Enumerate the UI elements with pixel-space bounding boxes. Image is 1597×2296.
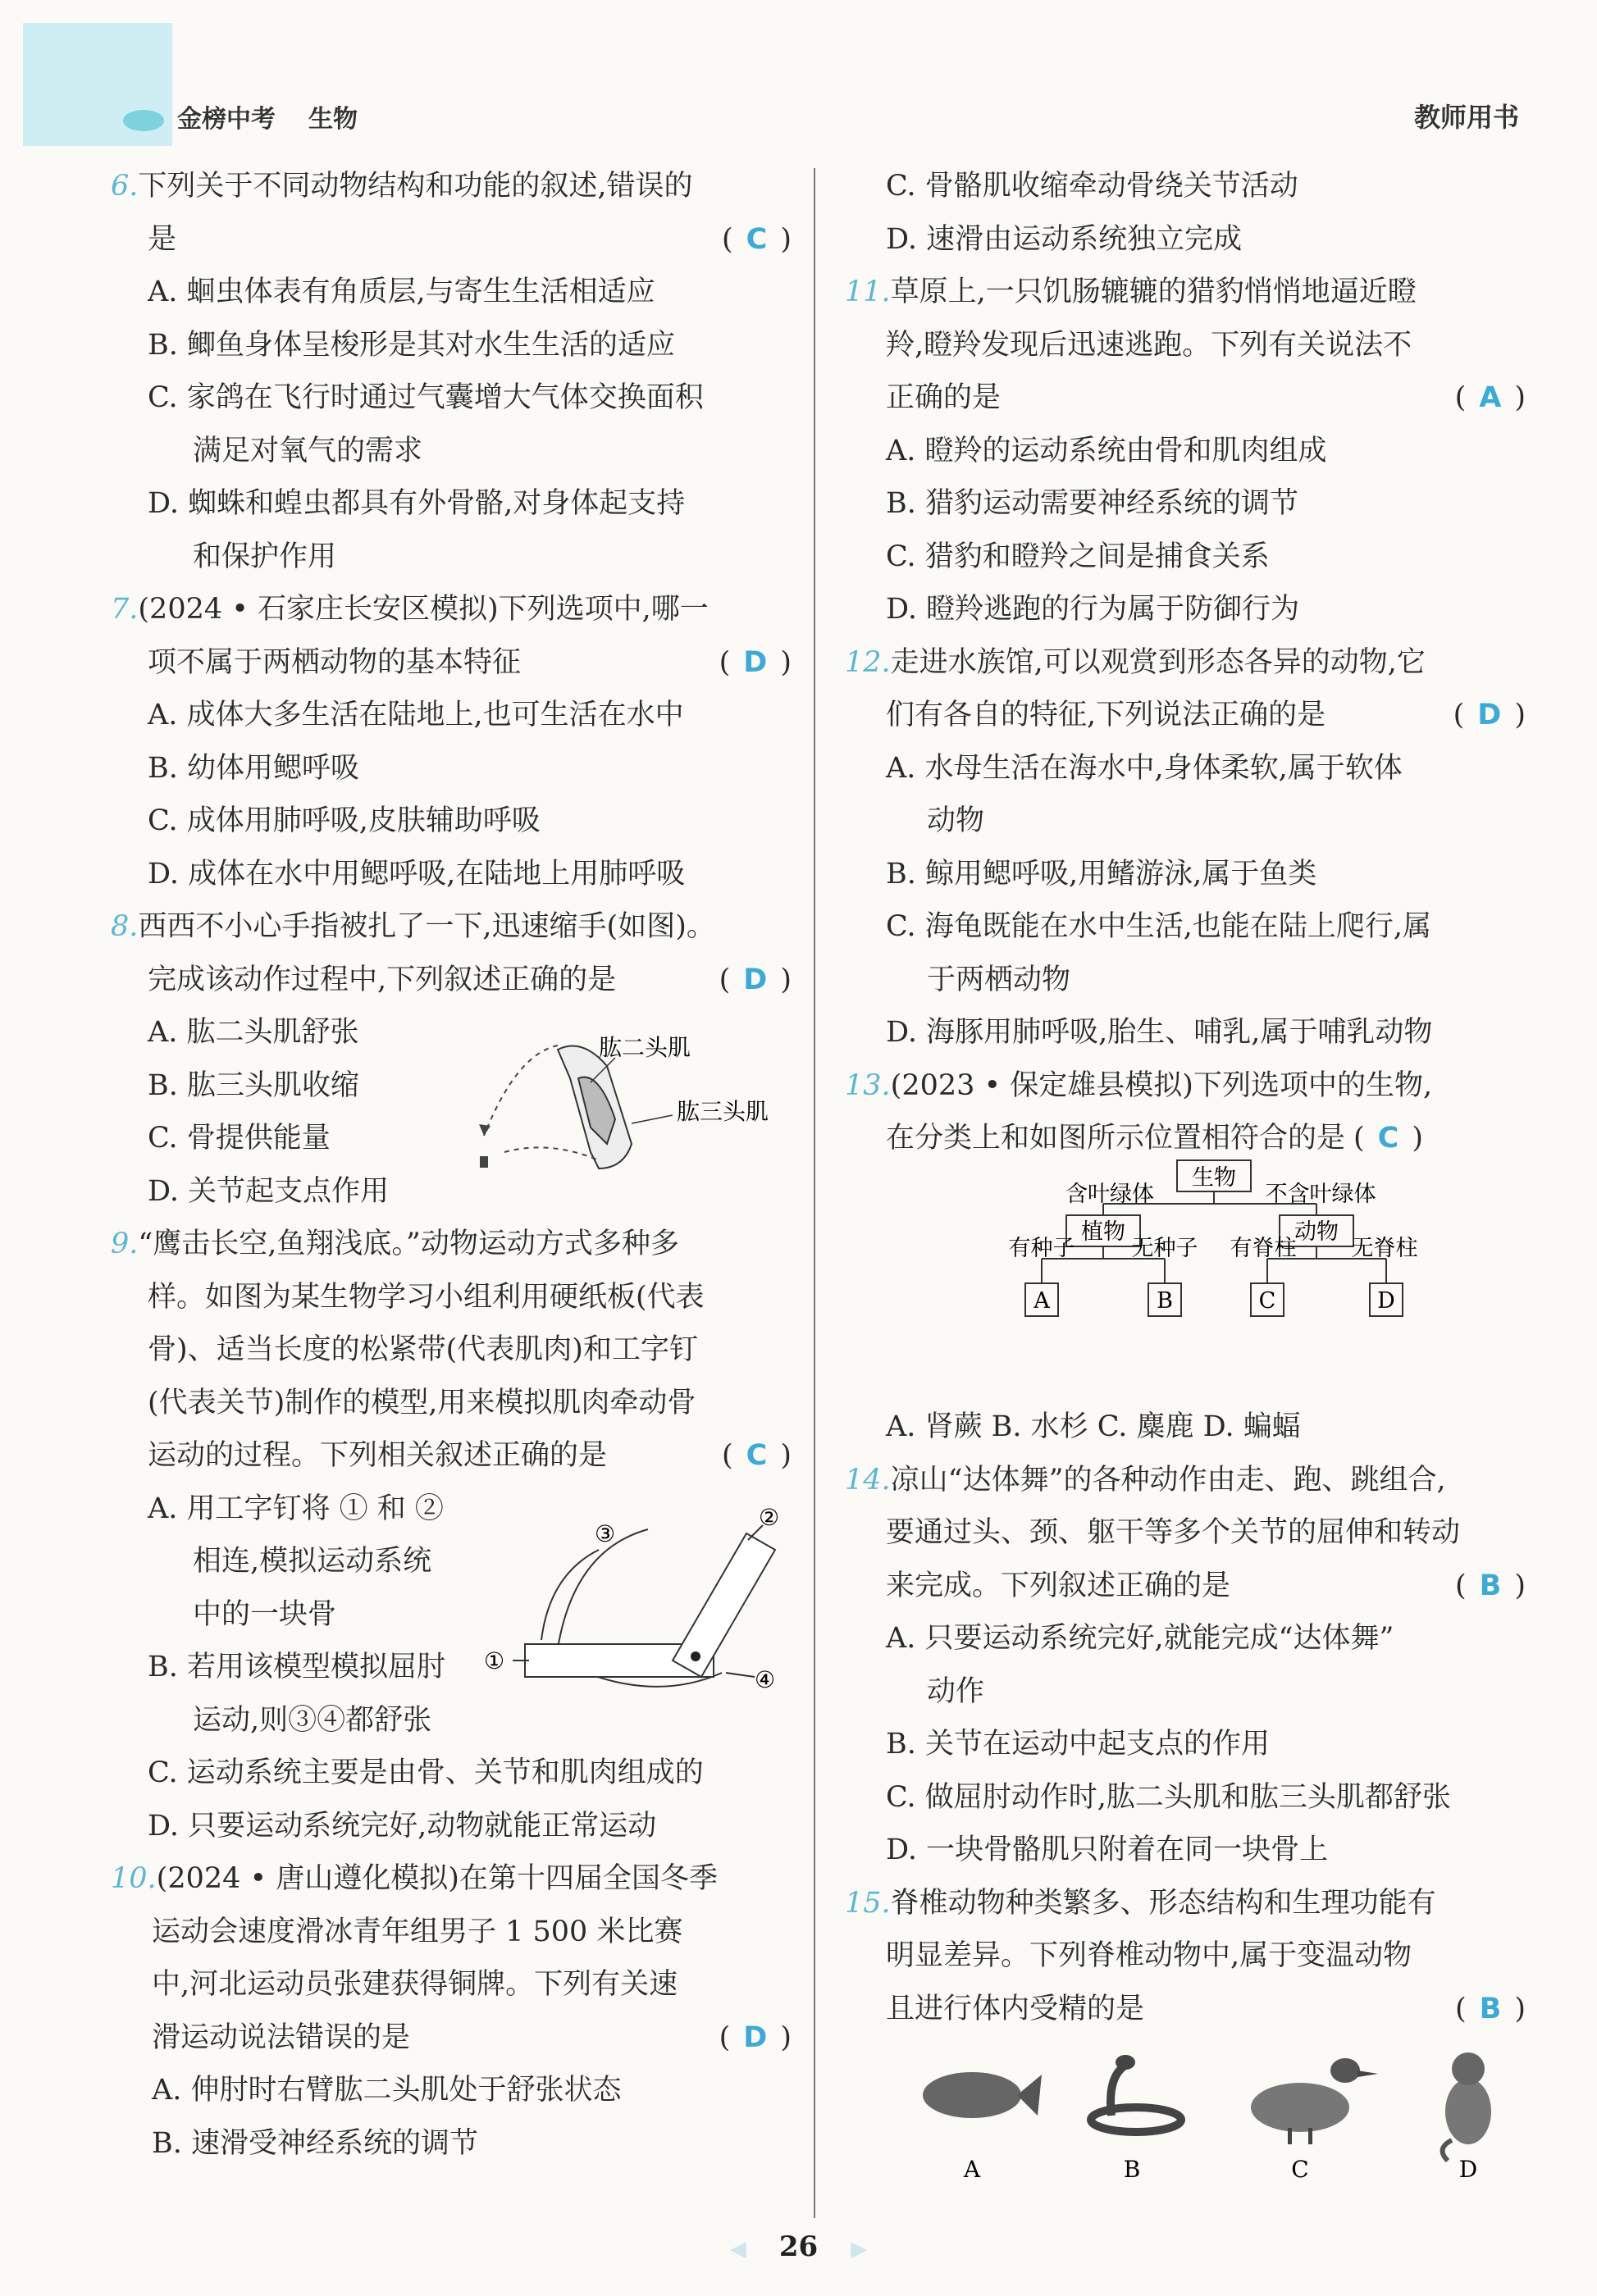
line-text: B. 肱三头肌收缩 (148, 1068, 359, 1102)
line-text: C. 家鸽在飞行时通过气囊增大气体交换面积 (148, 381, 704, 414)
line-text: C. 骨骼肌收缩牵动骨绕关节活动 (886, 170, 1298, 203)
line-text: A. 肾蕨 B. 水杉 C. 麋鹿 D. 蝙蝠 (886, 1410, 1301, 1443)
triceps-label: 肱三头肌 (677, 1098, 769, 1125)
text-line (111, 1747, 792, 1800)
text-line (111, 795, 792, 848)
question-number: 14. (845, 1463, 891, 1496)
biceps-label: 肱二头肌 (599, 1034, 691, 1061)
text-line (111, 371, 792, 425)
text-line (111, 1800, 792, 1853)
line-text: 凉山“达体舞”的各种动作由走、跑、跳组合, (890, 1463, 1446, 1496)
text-line (845, 1718, 1526, 1771)
line-text: B. 若用该模型模拟屈肘 (148, 1651, 445, 1683)
question-number: 6. (111, 170, 139, 203)
text-line (845, 1824, 1526, 1877)
text-line (111, 213, 792, 266)
page-header (123, 98, 358, 134)
line-text: D. 成体在水中用鳃呼吸,在陆地上用肺呼吸 (148, 857, 686, 891)
fish-icon (923, 2072, 1042, 2118)
answer-letter: C (746, 1439, 768, 1472)
text-line (845, 1006, 1526, 1059)
text-line (845, 1506, 1526, 1560)
answer-bracket: ( D ) (719, 645, 792, 679)
text-line (845, 1771, 1526, 1824)
question-start (845, 1454, 1526, 1507)
line-text: 下列关于不同动物结构和功能的叙述,错误的 (138, 170, 693, 203)
question-start (845, 636, 1526, 690)
label-2: ② (759, 1504, 780, 1531)
node-plant: 植物 (1081, 1219, 1125, 1245)
line-text: A. 瞪羚的运动系统由骨和肌肉组成 (886, 434, 1327, 467)
leaf-a: A (1033, 1288, 1050, 1314)
line-text: 是 (148, 222, 177, 256)
line-text: C. 做屈肘动作时,肱二头肌和肱三头肌都舒张 (886, 1780, 1451, 1814)
answer-bracket: ( D ) (1453, 699, 1526, 731)
text-line (111, 319, 792, 372)
text-line (845, 900, 1526, 954)
text-line (111, 425, 792, 478)
text-line (111, 848, 792, 901)
branch-no-spine: 无脊柱 (1351, 1236, 1418, 1261)
label-1: ① (484, 1647, 505, 1674)
leaf-b: B (1157, 1288, 1173, 1314)
answer-letter: D (1477, 699, 1502, 731)
text-line (845, 160, 1526, 213)
line-text: 于两栖动物 (927, 963, 1071, 996)
animal-c-label: C (1291, 2156, 1309, 2183)
text-line (111, 1906, 792, 1959)
line-text: 运动会速度滑冰青年组男子 1 500 米比赛 (152, 1915, 683, 1948)
line-text: C. 骨提供能量 (148, 1122, 331, 1155)
line-text: 走进水族馆,可以观赏到形态各异的动物,它 (890, 645, 1426, 679)
line-text: 骨)、适当长度的松紧带(代表肌肉)和工字钉 (148, 1333, 698, 1366)
text-line (845, 795, 1526, 848)
text-line (845, 1560, 1526, 1613)
question-number: 15. (845, 1886, 891, 1920)
line-text: 动作 (927, 1674, 985, 1708)
line-text: 脊椎动物种类繁多、形态结构和生理功能有 (890, 1886, 1436, 1920)
book-title: 金榜中考 (177, 105, 276, 134)
label-3: ③ (595, 1520, 616, 1547)
branch-spine: 有脊柱 (1230, 1236, 1297, 1261)
answer-bracket: ( D ) (719, 2020, 792, 2054)
line-text: 相连,模拟运动系统 (193, 1545, 432, 1578)
line-text: (2024 • 石家庄长安区模拟)下列选项中,哪一 (138, 593, 709, 626)
line-text: 动物 (927, 804, 985, 837)
line-text: D. 只要运动系统完好,动物就能正常运动 (148, 1809, 657, 1843)
line-text: D. 关节起支点作用 (148, 1174, 390, 1208)
teacher-edition-label: 教师用书 (1413, 102, 1519, 133)
animals-figure (910, 2046, 1517, 2185)
question-start (111, 1852, 792, 1906)
line-text: B. 鲸用鳃呼吸,用鳍游泳,属于鱼类 (886, 857, 1317, 891)
question-number: 13. (845, 1068, 891, 1102)
page-number: 26 (778, 2230, 819, 2263)
text-line (845, 1612, 1526, 1665)
line-text: C. 海龟既能在水中生活,也能在陆上爬行,属 (886, 910, 1432, 943)
line-text: 满足对氧气的需求 (193, 434, 423, 467)
line-text: 运动,则③④都舒张 (193, 1703, 432, 1737)
line-text: B. 鲫鱼身体呈梭形是其对水生生活的适应 (148, 328, 675, 362)
answer-letter: C (1377, 1122, 1399, 1155)
line-text: 要通过头、颈、躯干等多个关节的屈伸和转动 (886, 1516, 1461, 1549)
answer-letter: B (1479, 1569, 1502, 1602)
branch-chloroplast: 含叶绿体 (1065, 1182, 1154, 1207)
text-line (845, 319, 1526, 372)
animal-b-label: B (1123, 2156, 1141, 2183)
answer-letter: C (746, 222, 768, 256)
text-line (845, 689, 1526, 742)
monkey-icon (1443, 2052, 1491, 2161)
line-text: 来完成。下列叙述正确的是 (886, 1569, 1231, 1602)
question-number: 7. (111, 593, 139, 626)
text-line (111, 2117, 792, 2171)
text-line (845, 425, 1526, 478)
line-text: (2023 • 保定雄县模拟)下列选项中的生物, (890, 1068, 1433, 1102)
text-line (845, 1929, 1526, 1983)
answer-bracket: ( A ) (1454, 381, 1526, 414)
question-number: 9. (111, 1228, 139, 1260)
line-text: A. 水母生活在海水中,身体柔软,属于软体 (886, 751, 1403, 785)
text-line (111, 2011, 792, 2065)
line-text: D. 一块骨骼肌只附着在同一块骨上 (886, 1834, 1329, 1866)
answer-bracket: ( C ) (1353, 1122, 1424, 1155)
line-text: 且进行体内受精的是 (886, 1992, 1145, 2025)
text-line (845, 1401, 1526, 1454)
fish-logo-icon (123, 110, 164, 131)
duck-icon (1251, 2058, 1378, 2144)
branch-no-chloroplast: 不含叶绿体 (1265, 1182, 1376, 1207)
text-line (111, 1429, 792, 1483)
animal-d-label: D (1458, 2156, 1478, 2183)
line-text: (2024 • 唐山遵化模拟)在第十四届全国冬季 (156, 1862, 718, 1895)
answer-letter: D (743, 2020, 768, 2054)
answer-bracket: ( C ) (722, 1439, 792, 1472)
text-line (845, 954, 1526, 1007)
question-number: 11. (845, 276, 891, 308)
question-number: 12. (845, 645, 891, 679)
prev-arrow-icon: ◀ (729, 2237, 746, 2262)
answer-bracket: ( B ) (1455, 1992, 1526, 2025)
answer-letter: D (743, 645, 768, 679)
text-line (111, 477, 792, 531)
line-text: 正确的是 (886, 381, 1002, 414)
right-column-lower (845, 1401, 1526, 2035)
line-text: A. 用工字钉将 ① 和 ② (148, 1492, 444, 1525)
line-text: D. 海豚用肺呼吸,胎生、哺乳,属于哺乳动物 (886, 1016, 1433, 1049)
text-line (845, 742, 1526, 795)
text-line (111, 1958, 792, 2011)
column-divider (814, 168, 815, 2218)
line-text: (代表关节)制作的模型,用来模拟肌肉牵动骨 (148, 1386, 696, 1419)
text-line (845, 1665, 1526, 1719)
text-line (111, 1694, 792, 1747)
question-number: 10. (111, 1862, 157, 1895)
text-line (111, 742, 792, 795)
text-line (111, 689, 792, 742)
leaf-c: C (1258, 1288, 1276, 1314)
line-text: C. 运动系统主要是由骨、关节和肌肉组成的 (148, 1756, 704, 1789)
node-animal: 动物 (1294, 1219, 1339, 1245)
answer-bracket: ( C ) (722, 222, 792, 256)
line-text: 项不属于两栖动物的基本特征 (148, 645, 522, 679)
branch-no-seed: 无种子 (1131, 1236, 1198, 1261)
question-start (111, 1218, 792, 1271)
text-line (111, 1271, 792, 1324)
line-text: A. 肱二头肌舒张 (148, 1016, 359, 1049)
line-text: D. 瞪羚逃跑的行为属于防御行为 (886, 593, 1300, 626)
line-text: D. 蜘蛛和蝗虫都具有外骨骼,对身体起支持 (148, 487, 686, 520)
line-text: A. 伸肘时右臂肱二头肌处于舒张状态 (152, 2074, 622, 2107)
text-line (111, 954, 792, 1007)
text-line (111, 531, 792, 584)
line-text: 完成该动作过程中,下列叙述正确的是 (148, 963, 617, 996)
line-text: 明显差异。下列脊椎动物中,属于变温动物 (886, 1939, 1412, 1972)
text-line (845, 1983, 1526, 2036)
answer-bracket: ( D ) (719, 963, 792, 996)
question-start (845, 1877, 1526, 1930)
text-line (845, 848, 1526, 901)
line-text: 们有各自的特征,下列说法正确的是 (886, 699, 1326, 731)
line-text: A. 只要运动系统完好,就能完成“达体舞” (886, 1622, 1394, 1655)
classification-tree (997, 1156, 1423, 1386)
line-text: 运动的过程。下列相关叙述正确的是 (148, 1439, 608, 1472)
arm-figure (468, 1029, 796, 1193)
right-column (845, 160, 1526, 1165)
line-text: “鹰击长空,鱼翔浅底。”动物运动方式多种多 (138, 1228, 679, 1260)
leaf-d: D (1377, 1288, 1395, 1314)
line-text: 和保护作用 (193, 540, 337, 573)
page-footer (0, 2230, 1597, 2263)
question-start (111, 160, 792, 213)
answer-letter: B (1479, 1992, 1502, 2025)
line-text: 中的一块骨 (193, 1597, 337, 1631)
answer-letter: D (743, 963, 768, 996)
text-line (111, 1323, 792, 1377)
text-line (111, 266, 792, 319)
branch-seed: 有种子 (1008, 1236, 1075, 1261)
text-line (111, 636, 792, 690)
line-text: 草原上,一只饥肠辘辘的猎豹悄悄地逼近瞪 (890, 276, 1417, 308)
next-arrow-icon: ▶ (851, 2237, 868, 2262)
line-text: C. 猎豹和瞪羚之间是捕食关系 (886, 540, 1270, 573)
line-text: C. 成体用肺呼吸,皮肤辅助呼吸 (148, 804, 541, 837)
snake-icon (1091, 2055, 1181, 2132)
text-line (111, 2064, 792, 2117)
line-text: 中,河北运动员张建获得铜牌。下列有关速 (152, 1968, 678, 2001)
line-text: B. 速滑受神经系统的调节 (152, 2126, 478, 2160)
text-line (845, 583, 1526, 636)
root-node: 生物 (1192, 1165, 1236, 1191)
text-line (845, 477, 1526, 531)
label-4: ④ (755, 1666, 776, 1693)
question-start (111, 900, 792, 954)
text-line (845, 213, 1526, 266)
animal-a-label: A (963, 2156, 981, 2183)
answer-letter: A (1479, 381, 1502, 414)
line-text: A. 蛔虫体表有角质层,与寄生生活相适应 (148, 276, 655, 308)
question-start (111, 583, 792, 636)
question-number: 8. (111, 910, 139, 943)
answer-bracket: ( B ) (1455, 1569, 1526, 1602)
line-text: B. 幼体用鳃呼吸 (148, 751, 359, 785)
question-start (845, 1059, 1526, 1113)
line-text: 羚,瞪羚发现后迅速逃跑。下列有关说法不 (886, 328, 1412, 362)
subject-title: 生物 (308, 105, 358, 134)
text-line (845, 371, 1526, 425)
line-text: B. 猎豹运动需要神经系统的调节 (886, 487, 1298, 520)
text-line (111, 1377, 792, 1430)
question-start (845, 266, 1526, 319)
line-text: 西西不小心手指被扎了一下,迅速缩手(如图)。 (138, 910, 715, 943)
line-text: 滑运动说法错误的是 (152, 2020, 411, 2054)
line-text: B. 关节在运动中起支点的作用 (886, 1728, 1270, 1761)
text-line (845, 531, 1526, 584)
bone-model-figure (484, 1501, 796, 1697)
line-text: D. 速滑由运动系统独立完成 (886, 222, 1243, 256)
line-text: 样。如图为某生物学习小组利用硬纸板(代表 (148, 1280, 705, 1314)
line-text: 在分类上和如图所示位置相符合的是 (886, 1122, 1346, 1155)
line-text: A. 成体大多生活在陆地上,也可生活在水中 (148, 699, 684, 731)
